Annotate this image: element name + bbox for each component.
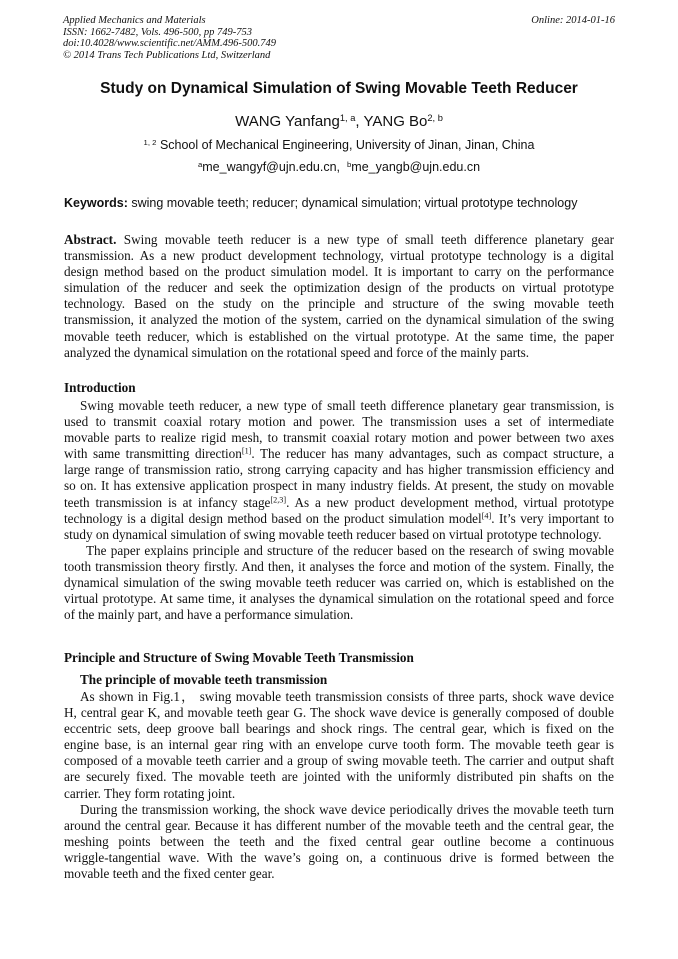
journal-header — [63, 15, 276, 61]
text-line: transmission, it analyzed the motion of the system, carried on the dynamical simulation of the swing — [64, 312, 614, 328]
text-line: teeth transmission is at infancy stage[2,3]. As a new product development method, virtual prototype — [64, 494, 614, 510]
text-line: so on. It has extensive application prospect in many industry fields. At present, the study on movable — [64, 478, 614, 494]
text-line: large range of transmission ratio, strong carrying capacity and has higher transmission efficiency and — [64, 462, 614, 478]
text-line: Swing movable teeth reducer, a new type of small teeth difference planetary gear transmission, is — [80, 398, 614, 413]
text-line: meshing points between the teeth and the fixed central gear outline become a continuous — [64, 833, 614, 849]
text-line: movable teeth and the fixed center gear. — [64, 866, 275, 882]
paragraph — [64, 232, 614, 361]
text-line: composed of a movable teeth carrier and a group of swing movable teeth. The carrier and output shaft — [64, 753, 614, 769]
affiliation — [0, 138, 678, 152]
text-line: dynamical simulation of the swing movable teeth reducer was carried on, which is established on the — [64, 575, 614, 591]
abstract-label: Abstract. — [64, 232, 117, 247]
text-line: technology. Based on the study on the principle and structure of the swing movable teeth — [64, 296, 614, 312]
keywords — [64, 196, 577, 210]
affiliation-sup: 1, 2 — [143, 137, 157, 147]
author-sup: 2, b — [427, 112, 443, 123]
email[interactable]: me_wangyf@ujn.edu.cn, — [202, 160, 341, 174]
text-line: carrier. They form rotating joint. — [64, 785, 236, 801]
doi: doi:10.4028/www.scientific.net/AMM.496-500.749 — [63, 38, 276, 49]
text-line: As shown in Fig.1， swing movable teeth transmission consists of three parts, shock wave device — [80, 689, 614, 704]
issn: ISSN: 1662-7482, Vols. 496-500, pp 749-753 — [63, 26, 252, 38]
email[interactable]: me_yangb@ujn.edu.cn — [351, 160, 481, 174]
text-line: simulation of the reducer and seek the optimization design of the products on virtual prototype — [64, 280, 614, 296]
text-line: The paper explains principle and structure of the reducer based on the research of swing movable — [86, 542, 614, 558]
text-line: engine base, is an internal gear ring with an envelope curve tooth form. The movable teeth gear is — [64, 737, 614, 753]
author-name: YANG Bo — [363, 113, 428, 130]
text-line: analyzed the dynamical simulation on the rotational speed and force of the mainly parts. — [64, 344, 530, 360]
affiliation-text: School of Mechanical Engineering, University of Jinan, Jinan, China — [156, 138, 535, 152]
text-line: eccentric sets, deep groove ball bearings and shock rings. The central gear, which is fixed on the — [64, 721, 614, 737]
text-line: are securely fixed. The movable teeth are jointed with the uniformly distributed pin shafts on the — [64, 769, 614, 785]
text-line: study on dynamical simulation of swing movable teeth reducer based on virtual prototype technology. — [64, 526, 602, 542]
text-line: wriggle-tangential wave. With the wave’s going on, a continuous drive is formed between the — [64, 849, 614, 865]
text-line: of the mainly part, and have a performance simulation. — [64, 607, 354, 623]
text-line: Abstract. Swing movable teeth reducer is a new type of small teeth difference planetary gear — [64, 232, 614, 247]
email-sup: b — [346, 159, 352, 169]
citation[interactable]: [1] — [241, 446, 252, 456]
section-heading-introduction: Introduction — [64, 380, 136, 395]
text-line: around the central gear. Because it has different number of the movable teeth and the central gear, the — [64, 817, 614, 833]
copyright: © 2014 Trans Tech Publications Ltd, Switzerland — [63, 49, 271, 61]
text-line: H, central gear K, and movable teeth gear G. The shock wave device is generally composed of double — [64, 705, 614, 721]
text-line: movable parts to realize rigid mesh, to transmit coaxial rotary motion and power between two axes — [64, 430, 614, 446]
text-line: transmission. As a new product development technology, virtual prototype technology is a digital — [64, 248, 614, 264]
text-line: virtual prototype. At same time, it analyses the dynamical simulation on the rotational speed and force — [64, 591, 614, 607]
email-sup: a — [197, 159, 203, 169]
paragraph — [64, 398, 614, 543]
principle-body — [64, 689, 614, 882]
emails — [0, 160, 678, 174]
subsection-heading: The principle of movable teeth transmission — [80, 672, 328, 687]
text-line: movable teeth reducer, which is established on the virtual prototype. At the same time, the paper — [64, 328, 614, 344]
paragraph — [64, 543, 614, 623]
text-line: During the transmission working, the shock wave device periodically drives the movable teeth turn — [80, 801, 614, 817]
abstract — [64, 232, 614, 361]
citation[interactable]: [2,3] — [270, 495, 287, 505]
citation[interactable]: [4] — [481, 511, 492, 521]
text-line: used to transmit coaxial rotary motion and power. The transmission uses a set of intermediate — [64, 414, 614, 430]
keywords-text: swing movable teeth; reducer; dynamical simulation; virtual prototype technology — [127, 196, 578, 210]
authors: WANG Yanfang$^{1, a}$, YANG Bo$^{2, b}$ — [235, 112, 443, 130]
keywords-label: Keywords: — [64, 196, 128, 210]
text-line: with same transmitting direction[1]. The reducer has many advantages, such as compact structure, a — [64, 446, 614, 462]
author-name: WANG Yanfang — [235, 113, 340, 130]
introduction-body — [64, 398, 614, 623]
paragraph — [64, 689, 614, 802]
text-line: tooth transmission theory firstly. And then, it analyses the force and motion of the system. Finally, the — [64, 558, 614, 574]
section-heading-principle: Principle and Structure of Swing Movable Teeth Transmission — [64, 650, 414, 665]
text-line: design method based on the product simulation model. It is important to carry on the performance — [64, 264, 614, 280]
journal-name: Applied Mechanics and Materials — [63, 15, 206, 26]
author-sup: 1, a — [339, 112, 356, 123]
text-line: technology is a digital design method based on the product simulation model[4]. It’s very important to — [64, 510, 614, 526]
paragraph — [64, 802, 614, 882]
online-date: Online: 2014-01-16 — [531, 15, 615, 26]
paper-title: Study on Dynamical Simulation of Swing Movable Teeth Reducer — [100, 80, 578, 97]
